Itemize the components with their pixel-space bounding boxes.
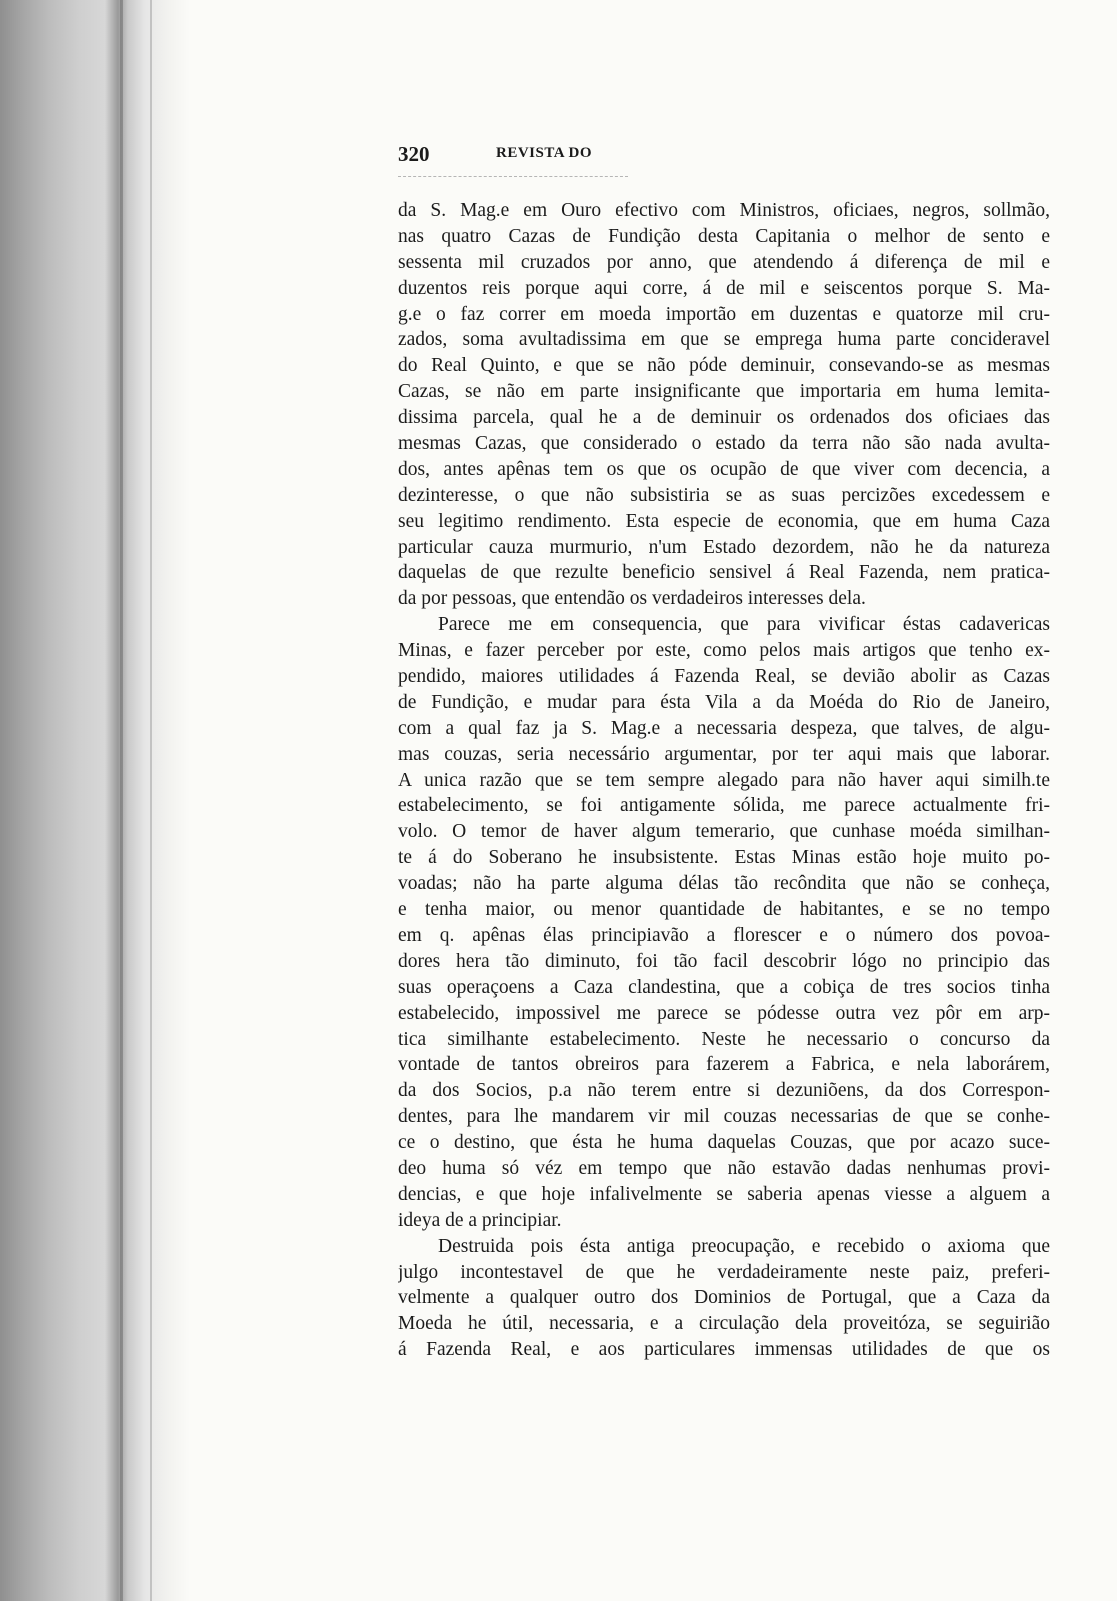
text-line: te á do Soberano he insubsistente. Estas Minas estão hoje muito po- (398, 847, 1050, 869)
binding-edge (120, 0, 123, 1601)
text-line: Minas, e fazer perceber por este, como pelos mais artigos que tenho ex- (398, 640, 1050, 662)
text-line: tica similhante estabelecimento. Neste he necessario o concurso da (398, 1028, 1050, 1050)
text-line: pendido, maiores utilidades á Fazenda Real, se devião abolir as Cazas (398, 666, 1050, 688)
text-line: zados, soma avultadissima em que se emprega huma parte concideravel (398, 329, 1050, 351)
text-line: dores hera tão diminuto, foi tão facil descobrir lógo no principio das (398, 950, 1050, 972)
text-line: sessenta mil cruzados por anno, que atendendo á diferença de mil e (398, 251, 1050, 273)
running-head: REVISTA DO (496, 145, 592, 161)
text-line: mas couzas, seria necessário argumentar, por ter aqui mais que laborar. (398, 743, 1050, 765)
text-line: ce o destino, que ésta he huma daquelas Couzas, que por acazo suce- (398, 1132, 1050, 1154)
text-line: da S. Mag.e em Ouro efectivo com Ministros, oficiaes, negros, sollmão, (398, 200, 1050, 221)
text-line: do Real Quinto, e que se não póde deminuir, consevando-se as mesmas (398, 355, 1050, 377)
text-line: dentes, para lhe mandarem vir mil couzas necessarias de que se conhe- (398, 1106, 1050, 1128)
text-line: Parece me em consequencia, que para vivificar éstas cadavericas (438, 614, 1050, 636)
text-line: duzentos reis porque aqui corre, á de mil e seiscentos porque S. Ma- (398, 277, 1050, 299)
text-line: de Fundição, e mudar para ésta Vila a da Moéda do Rio de Janeiro, (398, 691, 1050, 713)
text-line: da por pessoas, que entendão os verdadeiros interesses dela. (398, 588, 866, 610)
text-line: dezinteresse, o que não subsistiria se as suas percizões excedessem e (398, 484, 1050, 506)
text-line: dissima parcela, qual he a de deminuir os ordenados dos oficiaes das (398, 407, 1050, 429)
text-line: daquelas de que rezulte beneficio sensivel á Real Fazenda, nem pratica- (398, 562, 1050, 584)
text-line: velmente a qualquer outro dos Dominios de Portugal, que a Caza da (398, 1287, 1050, 1309)
text-line: estabelecimento, se foi antigamente sólida, me parece actualmente fri- (398, 795, 1050, 817)
text-line: Destruida pois ésta antiga preocupação, e recebido o axioma que (438, 1235, 1050, 1257)
text-line: particular cauza murmurio, n'um Estado dezordem, não he da natureza (398, 536, 1050, 558)
text-line: e tenha maior, ou menor quantidade de habitantes, e se no tempo (398, 899, 1050, 921)
text-line: voadas; não ha parte alguma délas tão recôndita que não se conheça, (398, 873, 1050, 895)
text-line: estabelecido, impossivel me parece se pódesse outra vez pôr em arp- (398, 1002, 1050, 1024)
text-line: g.e o faz correr em moeda importão em duzentas e quatorze mil cru- (398, 303, 1050, 325)
text-line: Cazas, se não em parte insignificante que importaria em huma lemita- (398, 381, 1050, 403)
text-line: da dos Socios, p.a não terem entre si dezuniõens, da dos Correspon- (398, 1080, 1050, 1102)
page-number: 320 (398, 142, 430, 166)
page-header (398, 138, 1050, 168)
text-line: seu legitimo rendimento. Esta especie de economia, que em huma Caza (398, 510, 1050, 532)
text-line: deo huma só véz em tempo que não estavão dadas nenhumas provi- (398, 1157, 1050, 1179)
text-line: suas operaçoens a Caza clandestina, que a cobiça de tres socios tinha (398, 976, 1050, 998)
body-text (398, 198, 1050, 1363)
text-line: julgo incontestavel de que he verdadeiramente neste paiz, preferi- (398, 1261, 1050, 1283)
page-edge (150, 0, 152, 1601)
text-line: em q. apênas élas principiavão a florescer e o número dos povoa- (398, 924, 1050, 946)
text-line: á Fazenda Real, e aos particulares immensas utilidades de que os (398, 1339, 1050, 1361)
text-line: vontade de tantos obreiros para fazerem a Fabrica, e nela laborárem, (398, 1054, 1050, 1076)
text-line: mesmas Cazas, que considerado o estado da terra não são nada avulta- (398, 433, 1050, 455)
text-line: dencias, e que hoje infalivelmente se saberia apenas viesse a alguem a (398, 1183, 1050, 1205)
header-rule (398, 176, 628, 177)
text-line: com a qual faz ja S. Mag.e a necessaria despeza, que talves, de algu- (398, 717, 1050, 739)
text-line: ideya de a principiar. (398, 1209, 562, 1231)
text-line: dos, antes apênas tem os que os ocupão de que viver com decencia, a (398, 458, 1050, 480)
text-line: Moeda he útil, necessaria, e a circulação dela proveitóza, se seguirião (398, 1313, 1050, 1335)
text-line: volo. O temor de haver algum temerario, que cunhase moéda similhan- (398, 821, 1050, 843)
book-gutter-shadow (0, 0, 190, 1601)
text-line: A unica razão que se tem sempre alegado para não haver aqui similh.te (398, 769, 1050, 791)
text-line: nas quatro Cazas de Fundição desta Capitania o melhor de sento e (398, 225, 1050, 247)
